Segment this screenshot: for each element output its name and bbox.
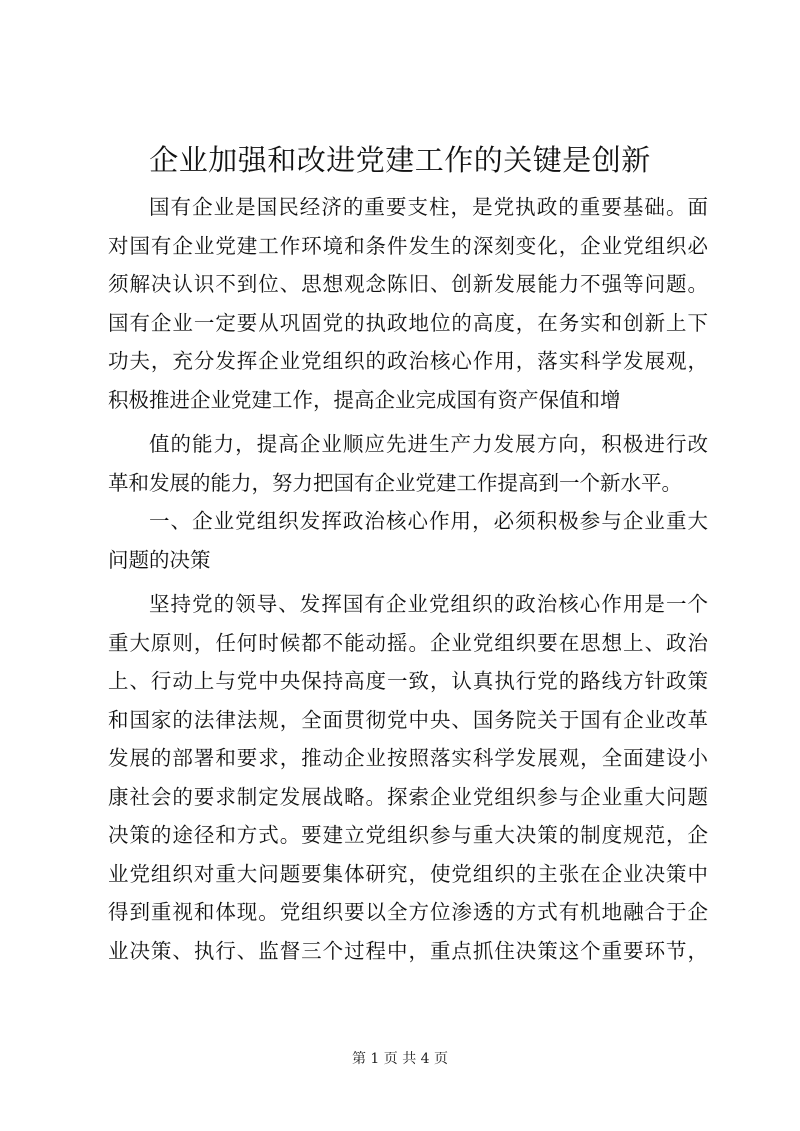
paragraph-line: 业决策、执行、监督三个过程中，重点抓住决策这个重要环节， (108, 938, 708, 963)
paragraph-line: 业党组织对重大问题要集体研究，使党组织的主张在企业决策中 (108, 861, 708, 886)
paragraph-line: 值的能力，提高企业顺应先进生产力发展方向，积极进行改 (149, 432, 708, 456)
section-heading-line: 问题的决策 (108, 547, 211, 572)
paragraph-line: 坚持党的领导、发挥国有企业党组织的政治核心作用是一个 (149, 592, 708, 616)
page-title: 企业加强和改进党建工作的关键是创新 (149, 143, 651, 177)
paragraph-line: 上、行动上与党中央保持高度一致，认真执行党的路线方针政策 (108, 669, 708, 693)
page-number-footer: 第 1 页 共 4 页 (351, 1051, 449, 1067)
paragraph-line: 积极推进企业党建工作，提高企业完成国有资产保值和增 (108, 387, 621, 412)
paragraph-line: 须解决认识不到位、思想观念陈旧、创新发展能力不强等问题。 (108, 272, 708, 296)
paragraph-line: 得到重视和体现。党组织要以全方位渗透的方式有机地融合于企 (108, 900, 708, 924)
section-heading-line: 一、企业党组织发挥政治核心作用，必须积极参与企业重大 (149, 509, 708, 533)
paragraph-line: 国有企业是国民经济的重要支柱，是党执政的重要基础。面 (149, 195, 708, 219)
paragraph-line: 革和发展的能力，努力把国有企业党建工作提高到一个新水平。 (108, 470, 682, 495)
paragraph-line: 国有企业一定要从巩固党的执政地位的高度，在务实和创新上下 (108, 310, 708, 335)
paragraph-line: 康社会的要求制定发展战略。探索企业党组织参与企业重大问题 (108, 784, 708, 809)
paragraph-line: 重大原则，任何时候都不能动摇。企业党组织要在思想上、政治 (108, 630, 708, 655)
document-body (108, 188, 708, 970)
paragraph-line: 功夫，充分发挥企业党组织的政治核心作用，落实科学发展观， (108, 349, 708, 373)
paragraph-line: 决策的途径和方式。要建立党组织参与重大决策的制度规范，企 (108, 823, 708, 847)
paragraph-line: 和国家的法律法规，全面贯彻党中央、国务院关于国有企业改革 (108, 707, 708, 732)
paragraph-line: 发展的部署和要求，推动企业按照落实科学发展观，全面建设小 (108, 746, 708, 770)
paragraph-line: 对国有企业党建工作环境和条件发生的深刻变化，企业党组织必 (108, 233, 708, 258)
